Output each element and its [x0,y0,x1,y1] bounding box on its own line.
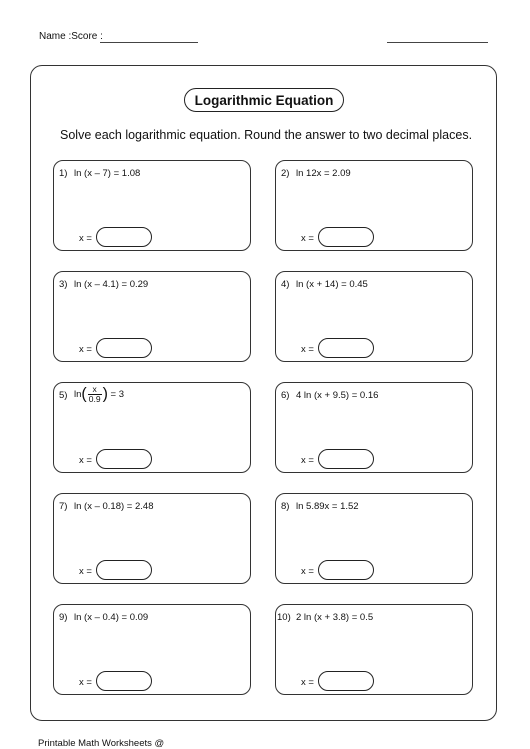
instructions: Solve each logarithmic equation. Round the answer to two decimal places. [60,128,473,142]
problem-equation: ln (x – 4.1) = 0.29 [74,279,149,290]
problem-box-5 [53,382,251,473]
answer-field[interactable] [318,338,374,358]
fraction [88,385,102,404]
frac-numerator: x [88,385,102,395]
name-score-label [39,31,103,42]
problem-equation: ln (x – 7) = 1.08 [74,168,141,179]
score-line[interactable] [387,42,488,43]
problem-box-4 [275,271,473,362]
problem-box-2 [275,160,473,251]
answer-label: x = [301,233,314,244]
problem-equation: ln 12x = 2.09 [296,168,351,179]
problem-number: 4) [281,279,290,290]
problem-number: 6) [281,390,290,401]
problem-box-3 [53,271,251,362]
name-label: Name : [39,31,72,42]
score-label: Score : [71,31,103,42]
problem-number: 8) [281,501,290,512]
answer-label: x = [301,344,314,355]
problem-box-6 [275,382,473,473]
eq-prefix: ln [74,389,82,401]
answer-field[interactable] [96,449,152,469]
problem-box-10 [275,604,473,695]
problem-number: 9) [59,612,68,623]
answer-label: x = [301,566,314,577]
problem-box-7 [53,493,251,584]
problem-number: 2) [281,168,290,179]
answer-label: x = [79,455,92,466]
problem-equation: 4 ln (x + 9.5) = 0.16 [296,390,379,401]
problem-box-1 [53,160,251,251]
answer-label: x = [79,344,92,355]
problem-box-8 [275,493,473,584]
problem-number: 10) [277,612,291,623]
problem-equation: ln 5.89x = 1.52 [296,501,359,512]
answer-field[interactable] [318,560,374,580]
answer-field[interactable] [318,671,374,691]
answer-field[interactable] [96,338,152,358]
name-line[interactable] [100,42,198,43]
problem-equation [74,385,124,404]
worksheet-title: Logarithmic Equation [184,88,344,112]
problem-number: 3) [59,279,68,290]
problem-equation: 2 ln (x + 3.8) = 0.5 [296,612,374,623]
answer-field[interactable] [318,449,374,469]
problem-equation: ln (x – 0.4) = 0.09 [74,612,149,623]
answer-field[interactable] [96,560,152,580]
problem-number: 1) [59,168,68,179]
close-paren: ) [102,385,108,403]
problem-equation: ln (x – 0.18) = 2.48 [74,501,154,512]
answer-field[interactable] [96,227,152,247]
answer-label: x = [79,677,92,688]
problem-equation: ln (x + 14) = 0.45 [296,279,368,290]
frac-denominator: 0.9 [88,394,101,404]
footer-text: Printable Math Worksheets @ [38,738,165,749]
problem-box-9 [53,604,251,695]
answer-field[interactable] [318,227,374,247]
answer-label: x = [301,677,314,688]
answer-label: x = [79,233,92,244]
answer-label: x = [79,566,92,577]
open-paren: ( [81,385,87,403]
answer-field[interactable] [96,671,152,691]
problem-number: 7) [59,501,68,512]
problem-number: 5) [59,390,68,401]
answer-label: x = [301,455,314,466]
eq-suffix: = 3 [110,389,125,401]
